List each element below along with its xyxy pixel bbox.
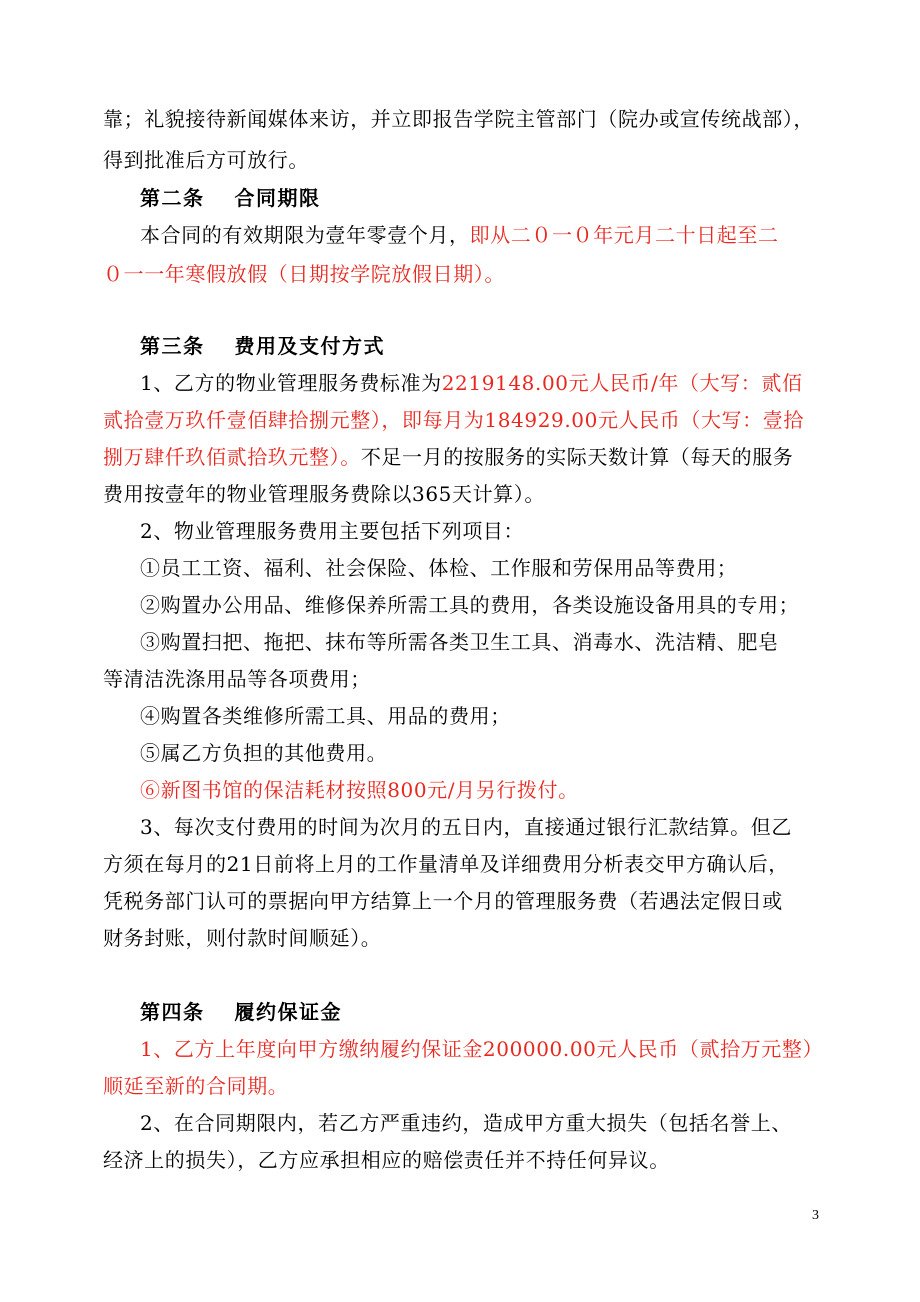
paragraph-line [0,664,920,694]
article-3-heading [0,331,920,361]
article-number: 第四条 [140,1000,205,1024]
paragraph-line [0,405,920,435]
article-title: 合同期限 [234,186,321,210]
text-run: 不足一月的按服务的实际天数计算（每天的服务 [360,445,794,469]
article-title: 费用及支付方式 [234,334,385,358]
paragraph-line [0,479,920,509]
paragraph-line [0,1034,920,1064]
highlighted-text: 2219148.00元人民币/年（大写：贰佰 [441,371,803,395]
list-item [0,775,920,805]
highlighted-text: 贰拾壹万玖仟壹佰肆拾捌元整），即每月为184929.00元人民币（大写：壹拾 [103,408,804,432]
article-2-heading [0,183,920,213]
paragraph-line [0,104,920,134]
paragraph-line [0,849,920,879]
text-run: 方须在每月的21日前将上月的工作量清单及详细费用分析表交甲方确认后， [103,852,789,876]
article-title: 履约保证金 [234,1000,342,1024]
text-run: 靠；礼貌接待新闻媒体来访，并立即报告学院主管部门（院办或宣传统战部）， [103,107,814,131]
article-number: 第三条 [140,334,205,358]
text-run: 2、在合同期限内，若乙方严重违约，造成甲方重大损失（包括名誉上、 [140,1111,792,1135]
paragraph-line [0,442,920,472]
list-item [0,590,920,620]
list-item [0,701,920,731]
text-run: 经济上的损失），乙方应承担相应的赔偿责任并不持任何异议。 [103,1148,670,1172]
list-item [0,553,920,583]
paragraph-line [0,220,920,250]
text-run: 1、乙方的物业管理服务费标准为 [140,371,442,395]
text-run: 本合同的有效期限为壹年零壹个月， [140,223,470,247]
highlighted-text: ⑥新图书馆的保洁耗材按照800元/月另行拨付。 [140,778,579,802]
paragraph-line [0,259,920,289]
paragraph-line [0,812,920,842]
highlighted-text: 捌万肆仟玖佰贰拾玖元整）。 [103,445,361,469]
text-run: 财务封账，则付款时间顺延）。 [103,926,382,950]
paragraph-line [0,886,920,916]
text-run: ②购置办公用品、维修保养所需工具的费用，各类设施设备用具的专用； [140,593,800,617]
paragraph-line [0,1145,920,1175]
list-item [0,627,920,657]
article-number: 第二条 [140,186,205,210]
article-4-heading [0,997,920,1027]
paragraph-line [0,1071,920,1101]
text-run: 凭税务部门认可的票据向甲方结算上一个月的管理服务费（若遇法定假日或 [103,889,783,913]
text-run: ⑤属乙方负担的其他费用。 [140,741,388,765]
highlighted-text: 1、乙方上年度向甲方缴纳履约保证金200000.00元人民币（贰拾万元整） [140,1037,824,1061]
text-run: ④购置各类维修所需工具、用品的费用； [140,704,511,728]
paragraph-line [0,368,920,398]
highlighted-text: 顺延至新的合同期。 [103,1074,289,1098]
text-run: 3、每次支付费用的时间为次月的五日内，直接通过银行汇款结算。但乙 [140,815,792,839]
text-run: ①员工工资、福利、社会保险、体检、工作服和劳保用品等费用； [140,556,738,580]
text-run: 2、物业管理服务费用主要包括下列项目： [140,519,525,543]
paragraph-line [0,516,920,546]
paragraph-line [0,923,920,953]
page-number: 3 [812,1208,819,1223]
highlighted-text: 即从二０一０年元月二十日起至二 [469,223,779,247]
text-run: 得到批准后方可放行。 [103,148,309,172]
text-run: 等清洁洗涤用品等各项费用； [103,667,371,691]
paragraph-line [0,145,920,175]
text-run: 费用按壹年的物业管理服务费除以365天计算）。 [103,482,545,506]
list-item [0,738,920,768]
text-run: ③购置扫把、拖把、抹布等所需各类卫生工具、消毒水、洗洁精、肥皂 [140,630,779,654]
highlighted-text: ０一一年寒假放假（日期按学院放假日期）。 [103,262,505,286]
paragraph-line [0,1108,920,1138]
